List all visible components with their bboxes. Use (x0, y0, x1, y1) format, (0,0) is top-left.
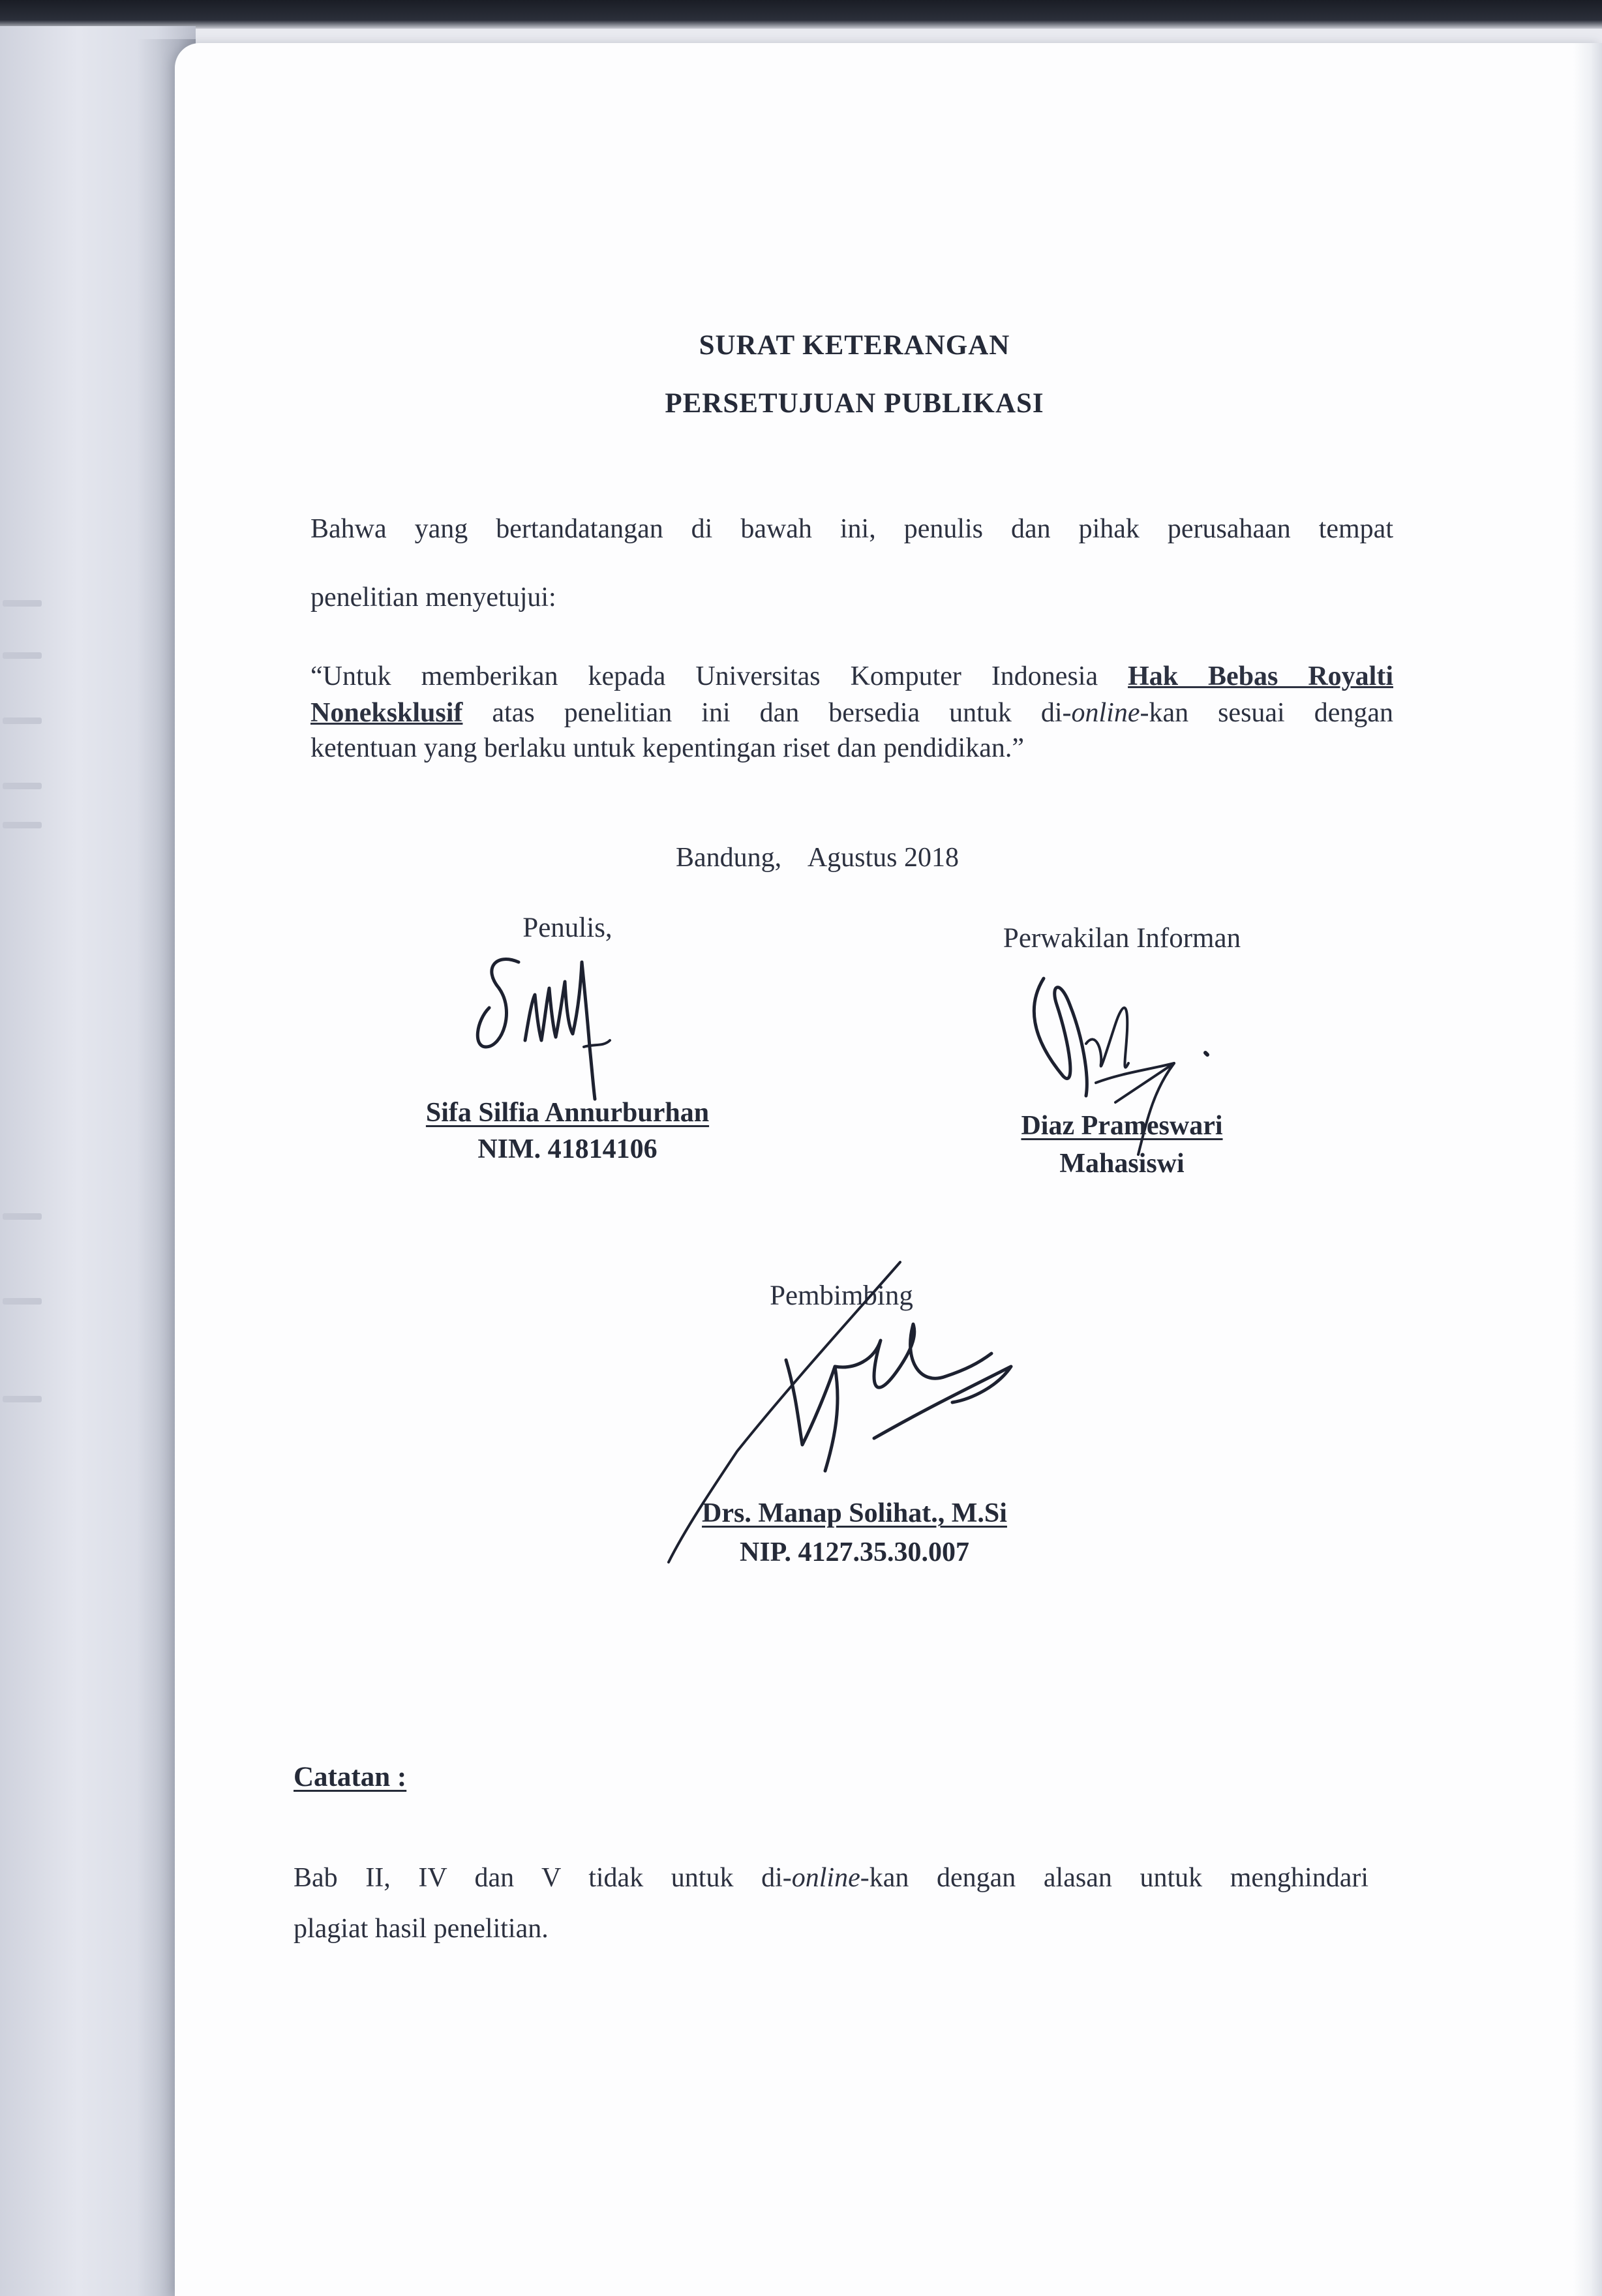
quote-emphasis: Hak Bebas Royalti (1128, 661, 1393, 691)
informant-title: Mahasiswi (1059, 1149, 1185, 1179)
supervisor-role: Pembimbing (770, 1280, 913, 1311)
notes-text: -kan dengan alasan untuk menghindari (860, 1863, 1369, 1893)
writer-signature (470, 949, 639, 1099)
quote-text: -kan sesuai dengan (1140, 698, 1393, 728)
intro-line-1: Bahwa yang bertandatangan di bawah ini, penulis dan pihak perusahaan tempat (310, 514, 1393, 544)
informant-name: Diaz Prameswari (1021, 1111, 1223, 1141)
notes-text: Bab II, IV dan V tidak untuk di- (294, 1863, 792, 1893)
notes-italic: online (791, 1863, 860, 1893)
informant-role: Perwakilan Informan (1003, 923, 1241, 954)
bleed-through-mark (3, 1213, 42, 1220)
quote-line-2 (310, 699, 1393, 727)
intro-line-2: penelitian menyetujui: (310, 582, 556, 612)
page-right-edge (1573, 43, 1602, 2296)
notes-line-1 (294, 1864, 1368, 1892)
quote-emphasis: Noneksklusif (310, 698, 463, 728)
title-line-1: SURAT KETERANGAN (699, 330, 1010, 361)
writer-nim: NIM. 41814106 (477, 1134, 657, 1164)
supervisor-nip: NIP. 4127.35.30.007 (740, 1537, 969, 1567)
quote-line-1 (310, 663, 1393, 690)
quote-text: “Untuk memberikan kepada Universitas Komputer Indonesia (310, 661, 1098, 691)
notes-heading: Catatan : (294, 1762, 407, 1792)
bleed-through-mark (3, 600, 42, 607)
quote-line-3: ketentuan yang berlaku untuk kepentingan riset dan pendidikan.” (310, 733, 1024, 763)
supervisor-name: Drs. Manap Solihat., M.Si (702, 1498, 1007, 1528)
writer-name: Sifa Silfia Annurburhan (425, 1098, 710, 1128)
bleed-through-mark (3, 822, 42, 828)
quote-italic: online (1071, 698, 1140, 728)
bleed-through-mark (3, 783, 42, 789)
scan-top-edge (0, 0, 1602, 29)
writer-role: Penulis, (522, 913, 612, 943)
place-date: Bandung, Agustus 2018 (676, 843, 960, 873)
bleed-through-mark (3, 652, 42, 659)
bleed-through-mark (3, 718, 42, 724)
notes-line-2: plagiat hasil penelitian. (294, 1914, 549, 1944)
quote-text: atas penelitian ini dan bersedia untuk di- (492, 698, 1072, 728)
title-line-2: PERSETUJUAN PUBLIKASI (665, 388, 1044, 419)
document-page (175, 43, 1602, 2296)
bleed-through-mark (3, 1396, 42, 1402)
bleed-through-mark (3, 1298, 42, 1305)
